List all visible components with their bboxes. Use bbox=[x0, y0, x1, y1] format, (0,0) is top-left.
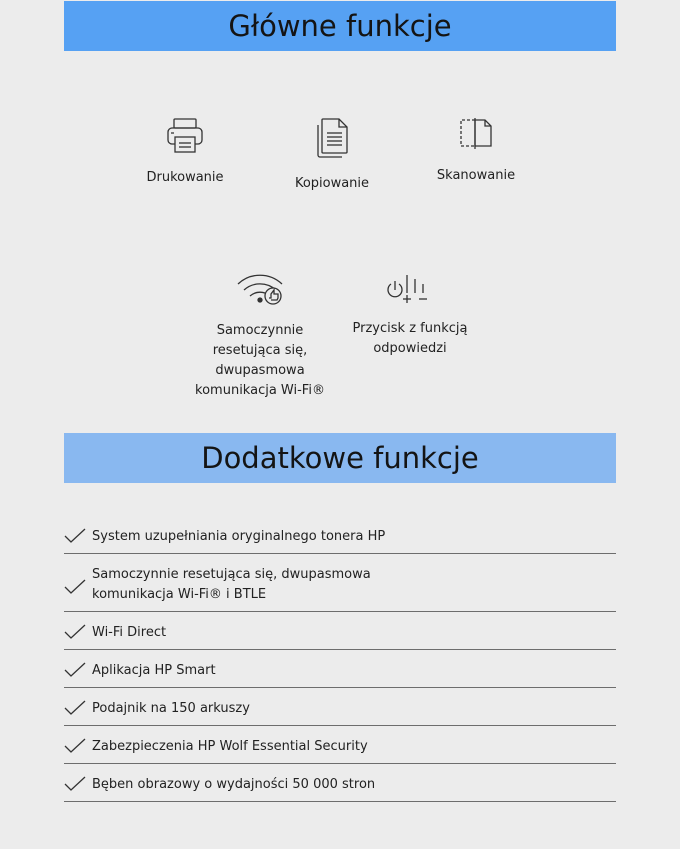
printer-icon bbox=[165, 116, 205, 156]
list-item-text: System uzupełniania oryginalnego tonera HP bbox=[92, 529, 386, 544]
feature-printing bbox=[130, 116, 240, 188]
list-item bbox=[64, 554, 616, 612]
list-item bbox=[64, 726, 616, 764]
scan-icon bbox=[456, 116, 496, 152]
feature-label-copying: Kopiowanie bbox=[294, 176, 370, 191]
feature-scanning bbox=[421, 116, 531, 186]
main-features-title: Główne funkcje bbox=[228, 9, 452, 43]
feature-wifi-self-reset bbox=[190, 271, 330, 401]
feature-label-response-button: Przycisk z funkcją odpowiedzi bbox=[352, 321, 468, 356]
list-item-text: Samoczynnie resetująca się, dwupasmowa komunikacja Wi-Fi® i BTLE bbox=[92, 567, 371, 602]
feature-label-printing: Drukowanie bbox=[146, 170, 224, 185]
list-item bbox=[64, 612, 616, 650]
checkmark-icon bbox=[64, 579, 86, 595]
feature-label-wifi-self-reset: Samoczynnie resetująca się, dwupasmowa komunikacja Wi-Fi® bbox=[195, 323, 325, 398]
list-item bbox=[64, 688, 616, 726]
checkmark-icon bbox=[64, 738, 86, 754]
list-item bbox=[64, 516, 616, 554]
checkmark-icon bbox=[64, 624, 86, 640]
list-item-text: Bęben obrazowy o wydajności 50 000 stron bbox=[92, 777, 376, 792]
checkmark-icon bbox=[64, 700, 86, 716]
list-item bbox=[64, 650, 616, 688]
feature-copying bbox=[277, 116, 387, 194]
extra-features-title: Dodatkowe funkcje bbox=[201, 441, 479, 475]
checkmark-icon bbox=[64, 776, 86, 792]
list-item-text: Wi-Fi Direct bbox=[92, 625, 167, 640]
feature-response-button bbox=[344, 271, 476, 359]
list-item-text: Zabezpieczenia HP Wolf Essential Security bbox=[92, 739, 368, 754]
list-item-text: Aplikacja HP Smart bbox=[92, 663, 216, 678]
checkmark-icon bbox=[64, 528, 86, 544]
list-item bbox=[64, 764, 616, 802]
feature-label-scanning: Skanowanie bbox=[436, 168, 516, 183]
checkmark-icon bbox=[64, 662, 86, 678]
extra-features-list bbox=[64, 516, 616, 802]
extra-features-banner bbox=[64, 433, 616, 483]
power-button-response-icon bbox=[384, 271, 436, 305]
copy-document-icon bbox=[312, 116, 352, 160]
main-features-banner bbox=[64, 1, 616, 51]
list-item-text: Podajnik na 150 arkuszy bbox=[92, 701, 250, 716]
wifi-self-reset-icon bbox=[235, 271, 285, 307]
